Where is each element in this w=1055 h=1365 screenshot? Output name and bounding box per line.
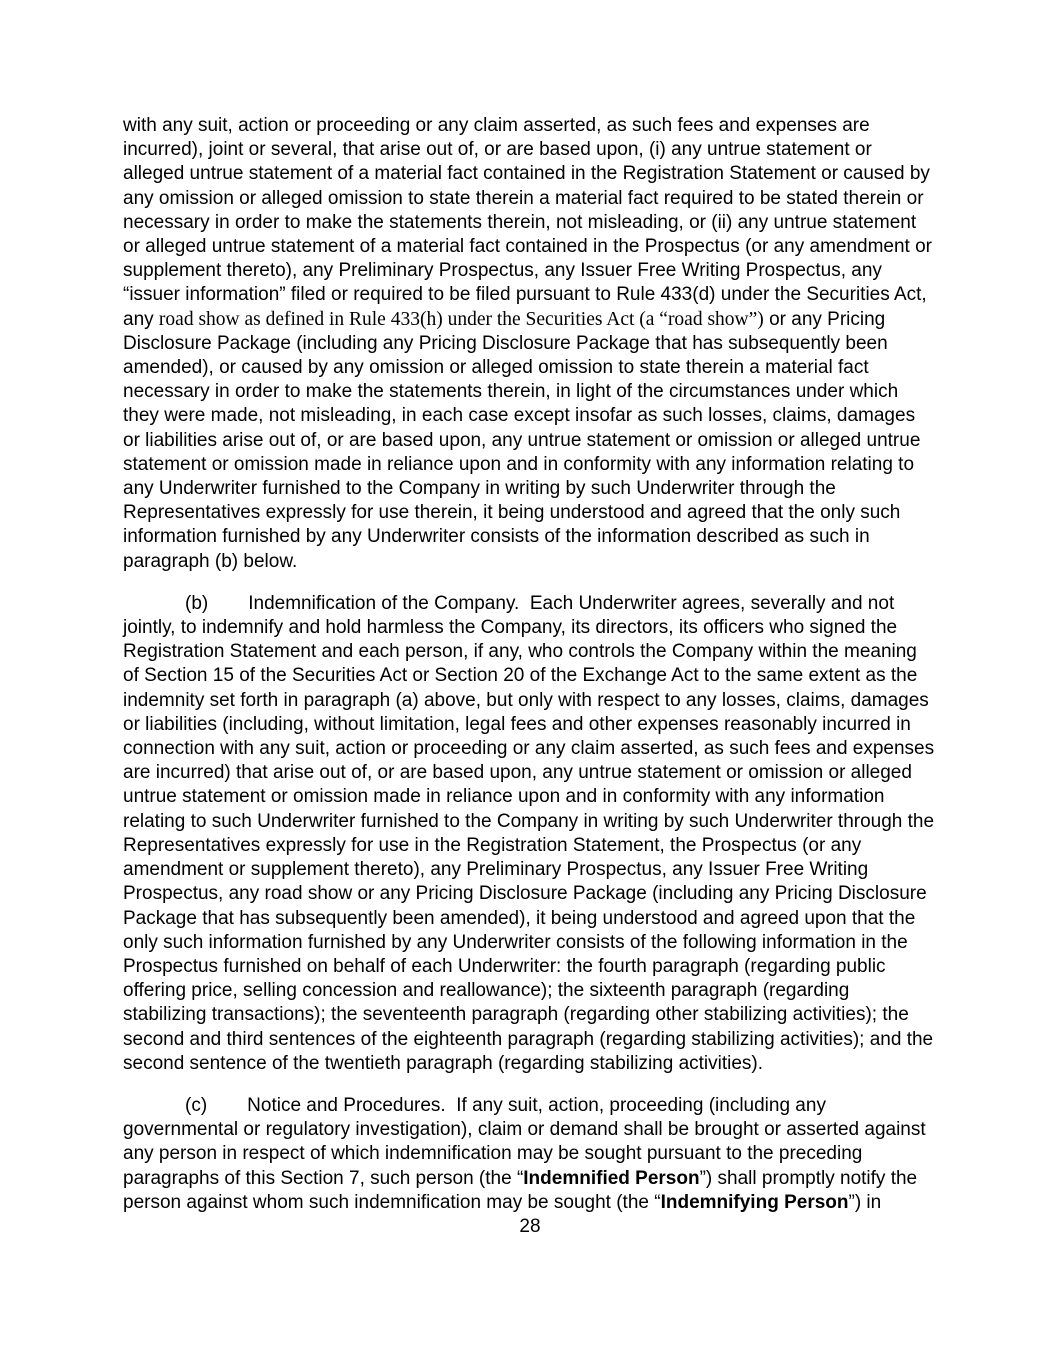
defined-term-indemnifying-person: Indemnifying Person	[660, 1191, 849, 1213]
paragraph-c-run-3: ”) in	[848, 1191, 882, 1213]
document-body	[123, 114, 940, 1239]
paragraph-a-run-1: with any suit, action or proceeding or any claim asserted, as such fees and expenses are incurred), joint or several, that arise out of, or are based upon, (i) any untrue statement or alleged untrue statement of a material fact contained in the Registration Statement or caused by any omission or alleged omission to state therein a material fact required to be stated therein or necessary in order to make the statements therein, not misleading, or (ii) any untrue statement or alleged untrue statement of a material fact contained in the Prospectus (or any amendment or supplement thereto), any Preliminary Prospectus, any Issuer Free Writing Prospectus, any “issuer information” filed or required to be filed pursuant to Rule 433(d) under the Securities Act, any	[123, 115, 938, 330]
paragraph-b-label: (b)	[185, 592, 209, 614]
paragraph-c	[123, 1094, 937, 1215]
paragraph-c-run-2: ”) shall promptly notify the person against whom such indemnification may be sought (the “	[123, 1167, 923, 1213]
defined-term-indemnified-person: Indemnified Person	[523, 1167, 700, 1189]
paragraph-a-run-2: or any Pricing Disclosure Package (including any Pricing Disclosure Package that has subsequently been amended), or caused by any omission or alleged omission to state therein a material fact necessary in order to make the statements therein, in light of the circumstances under which they were made, not misleading, in each case except insofar as such losses, claims, damages or liabilities arise out of, or are based upon, any untrue statement or omission or alleged untrue statement or omission made in reliance upon and in conformity with any information relating to any Underwriter furnished to the Company in writing by such Underwriter through the Representatives expressly for use therein, it being understood and agreed that the only such information furnished by any Underwriter consists of the information described as such in paragraph (b) below.	[123, 308, 926, 572]
paragraph-c-run-1: If any suit, action, proceeding (including any governmental or regulatory investigation), claim or demand shall be brought or asserted against any person in respect of which indemnification may be sought pursuant to the preceding paragraphs of this Section 7, such person (the “	[123, 1094, 931, 1189]
paragraph-c-heading: Notice and Procedures.	[247, 1094, 446, 1116]
paragraph-c-label: (c)	[185, 1094, 208, 1116]
paragraph-b	[123, 592, 940, 1076]
paragraph-b-heading: Indemnification of the Company.	[248, 592, 520, 614]
paragraph-a-serif-run: road show as defined in Rule 433(h) under the Securities Act (a “road show”)	[158, 308, 764, 330]
paragraph-a-continuation	[123, 114, 937, 574]
page-number: 28	[519, 1215, 541, 1237]
paragraph-b-body: Each Underwriter agrees, severally and not jointly, to indemnify and hold harmless the Company, its directors, its officers who signed the Registration Statement and each person, if any, who controls the Company within the meaning of Section 15 of the Securities Act or Section 20 of the Exchange Act to the same extent as the indemnity set forth in paragraph (a) above, but only with respect to any losses, claims, damages or liabilities (including, without limitation, legal fees and other expenses reasonably incurred in connection with any suit, action or proceeding or any claim asserted, as such fees and expenses are incurred) that arise out of, or are based upon, any untrue statement or omission or alleged untrue statement or omission made in reliance upon and in conformity with any information relating to such Underwriter furnished to the Company in writing by such Underwriter through the Representatives expressly for use in the Registration Statement, the Prospectus (or any amendment or supplement thereto), any Preliminary Prospectus, any Issuer Free Writing Prospectus, any road show or any Pricing Disclosure Package (including any Pricing Disclosure Package that has subsequently been amended), it being understood and agreed upon that the only such information furnished by any Underwriter consists of the following information in the Prospectus furnished on behalf of each Underwriter: the fourth paragraph (regarding public offering price, selling concession and reallowance); the sixteenth paragraph (regarding stabilizing transactions); the seventeenth paragraph (regarding other stabilizing activities); the second and third sentences of the eighteenth paragraph (regarding stabilizing activities); and the second sentence of the twentieth paragraph (regarding stabilizing activities).	[123, 592, 940, 1074]
